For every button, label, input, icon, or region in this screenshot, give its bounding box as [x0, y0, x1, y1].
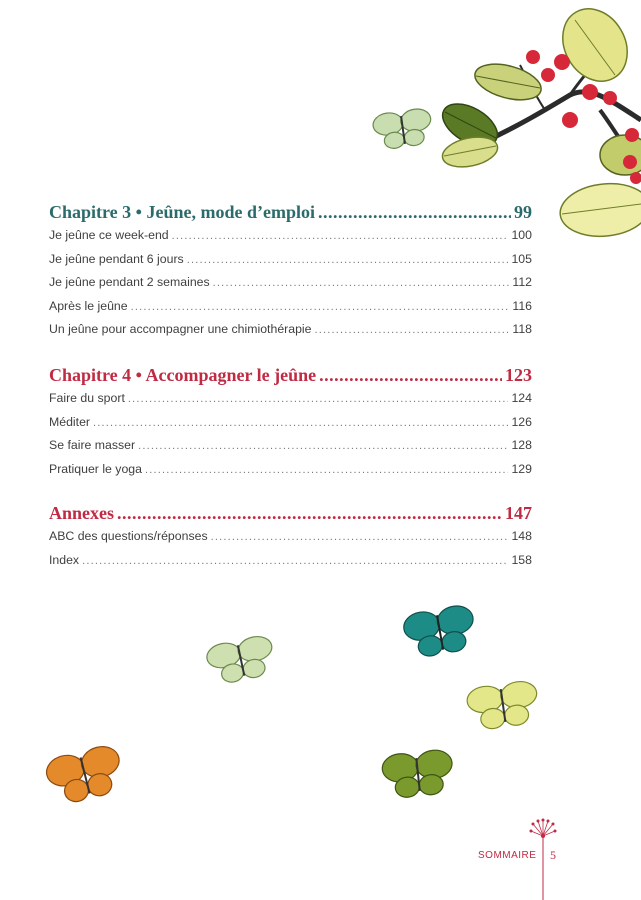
toc-entry[interactable]: [49, 275, 532, 299]
entry-page-number: 126: [511, 414, 532, 429]
dot-leader: [318, 202, 511, 223]
toc-entry[interactable]: [49, 462, 532, 486]
chapter-title: Annexes: [49, 503, 115, 523]
chapter-title: Chapitre 4 • Accompagner le jeûne: [49, 365, 317, 385]
dot-leader: [315, 324, 510, 336]
page-number: 5: [550, 848, 556, 862]
butterfly-icon: [205, 634, 278, 687]
chapter-heading[interactable]: [49, 365, 532, 391]
toc-section-chapter-4: [49, 365, 532, 485]
chapter-page-number: 123: [505, 365, 532, 385]
dot-leader: [187, 254, 509, 266]
entry-page-number: 148: [511, 529, 532, 543]
toc-entry[interactable]: [49, 252, 532, 276]
entry-label: Faire du sport: [49, 391, 125, 405]
chapter-page-number: 99: [514, 202, 532, 222]
toc-entry[interactable]: [49, 228, 532, 252]
butterfly-icon: [372, 107, 434, 151]
entry-label: Je jeûne pendant 6 jours: [49, 251, 184, 266]
toc-entry[interactable]: [49, 415, 532, 439]
butterfly-icon: [465, 679, 540, 731]
toc-entry[interactable]: [49, 438, 532, 462]
entry-page-number: 128: [511, 438, 532, 452]
dot-leader: [117, 503, 502, 524]
toc-entry[interactable]: [49, 529, 532, 553]
entry-page-number: 105: [511, 251, 532, 266]
dot-leader: [145, 464, 509, 476]
chapter-page-number: 147: [505, 503, 532, 523]
dot-leader: [138, 440, 508, 452]
entry-label: Je jeûne ce week-end: [49, 228, 169, 242]
butterfly-icon: [43, 743, 126, 807]
running-footer-label: SOMMAIRE: [478, 850, 537, 861]
toc-entry[interactable]: [49, 322, 532, 346]
entry-page-number: 118: [512, 322, 532, 336]
entry-label: Un jeûne pour accompagner une chimiothérapie: [49, 322, 312, 336]
dot-leader: [319, 365, 502, 386]
entry-page-number: 124: [511, 391, 532, 405]
dot-leader: [131, 301, 510, 313]
entry-page-number: 158: [511, 552, 532, 567]
dot-leader: [172, 230, 509, 242]
chapter-heading[interactable]: [49, 503, 532, 529]
entry-label: Index: [49, 552, 80, 567]
toc-entry[interactable]: [49, 391, 532, 415]
toc-entry[interactable]: [49, 299, 532, 323]
toc-section-annexes: [49, 503, 532, 576]
entry-label: Se faire masser: [49, 438, 136, 452]
entry-label: Je jeûne pendant 2 semaines: [49, 275, 210, 289]
entry-label: Après le jeûne: [49, 298, 128, 313]
entry-page-number: 112: [512, 275, 532, 289]
toc-entry[interactable]: [49, 553, 532, 577]
entry-label: ABC des questions/réponses: [49, 529, 208, 543]
dot-leader: [93, 417, 508, 429]
entry-page-number: 129: [511, 461, 532, 476]
toc-section-chapter-3: [49, 202, 532, 346]
entry-page-number: 100: [511, 228, 532, 242]
butterfly-icon: [402, 603, 479, 659]
dot-leader: [213, 277, 510, 289]
dot-leader: [82, 555, 508, 567]
dot-leader: [211, 531, 509, 543]
chapter-title: Chapitre 3 • Jeûne, mode d’emploi: [49, 202, 315, 222]
butterfly-icon: [381, 748, 455, 799]
chapter-heading[interactable]: [49, 202, 532, 228]
dot-leader: [128, 393, 509, 405]
entry-label: Méditer: [49, 414, 91, 429]
entry-page-number: 116: [512, 298, 532, 313]
entry-label: Pratiquer le yoga: [49, 461, 142, 476]
